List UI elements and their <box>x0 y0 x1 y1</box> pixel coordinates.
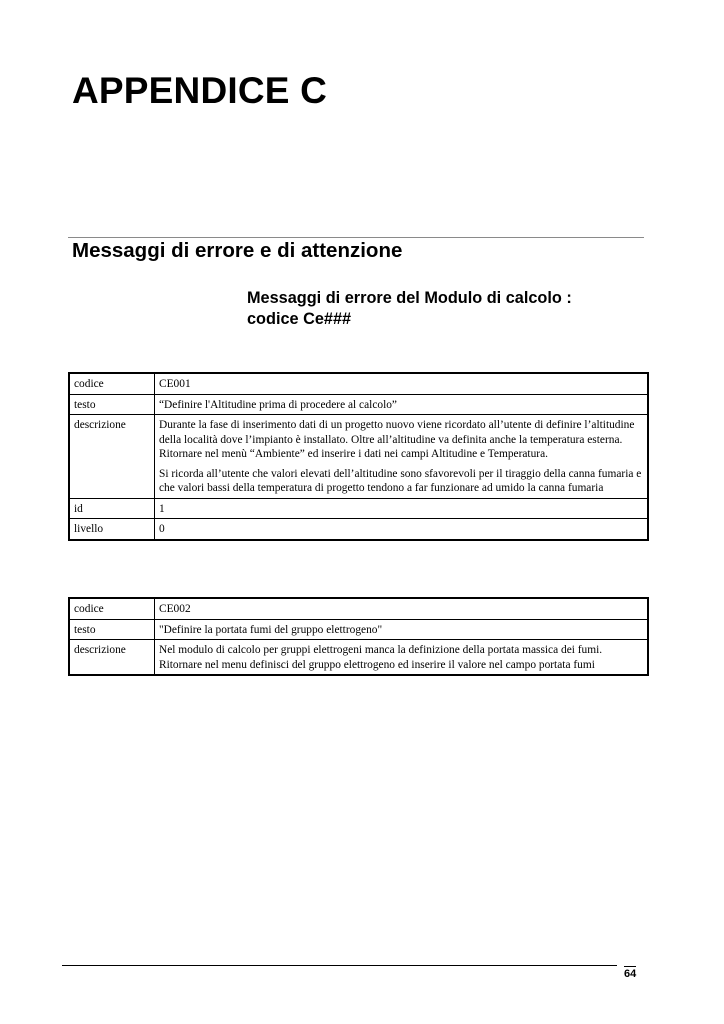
description-paragraph: Nel modulo di calcolo per gruppi elettrogeni manca la definizione della portata massica dei fumi. Ritornare nel menu definisci del gruppo elettrogeno ed inserire il valore nel campo portata fumi <box>159 644 603 671</box>
table-row-descrizione <box>69 640 648 676</box>
field-label: codice <box>69 373 155 394</box>
field-value: CE002 <box>155 598 649 619</box>
field-label: id <box>69 498 155 519</box>
field-label: livello <box>69 519 155 540</box>
page-number: 64 <box>624 968 637 980</box>
table-row-testo <box>69 394 648 415</box>
subsection-title-line2: codice Ce### <box>247 310 352 328</box>
field-value: 1 <box>155 498 649 519</box>
field-value: “Definire l'Altitudine prima di procedere al calcolo” <box>155 394 649 415</box>
subsection-title-line1: Messaggi di errore del Modulo di calcolo : <box>247 289 572 307</box>
section-title: Messaggi di errore e di attenzione <box>72 239 403 262</box>
appendix-title: APPENDICE C <box>72 70 328 111</box>
field-value: 0 <box>155 519 649 540</box>
field-label: descrizione <box>69 640 155 676</box>
field-label: testo <box>69 619 155 640</box>
table-row-descrizione <box>69 415 648 499</box>
error-table-ce001 <box>68 372 649 541</box>
field-value: CE001 <box>155 373 649 394</box>
field-value: "Definire la portata fumi del gruppo elettrogeno" <box>155 619 649 640</box>
section-divider <box>68 237 644 238</box>
footer-divider <box>62 965 617 966</box>
field-value <box>155 640 649 676</box>
table-row-id <box>69 498 648 519</box>
field-label: codice <box>69 598 155 619</box>
field-value <box>155 415 649 499</box>
field-label: testo <box>69 394 155 415</box>
table-row-codice <box>69 598 648 619</box>
subsection-title <box>247 288 572 330</box>
description-paragraph: Durante la fase di inserimento dati di un progetto nuovo viene ricordato all’utente di definire l’altitudine della località dove l’impianto è installato. Oltre all’altitudine va definita anche la temperatura esterna. Ritornare nel menù “Ambiente” ed inserire i dati nei campi Altitudine e Temperatura. <box>159 419 635 460</box>
description-paragraph: Si ricorda all’utente che valori elevati dell’altitudine sono sfavorevoli per il tiraggio della canna fumaria e che valori bassi della temperatura di progetto tendono a far funzionare ad umido la canna fumaria <box>159 467 642 494</box>
table-row-livello <box>69 519 648 540</box>
table-row-codice <box>69 373 648 394</box>
error-table-ce002 <box>68 597 649 676</box>
field-label: descrizione <box>69 415 155 499</box>
table-row-testo <box>69 619 648 640</box>
